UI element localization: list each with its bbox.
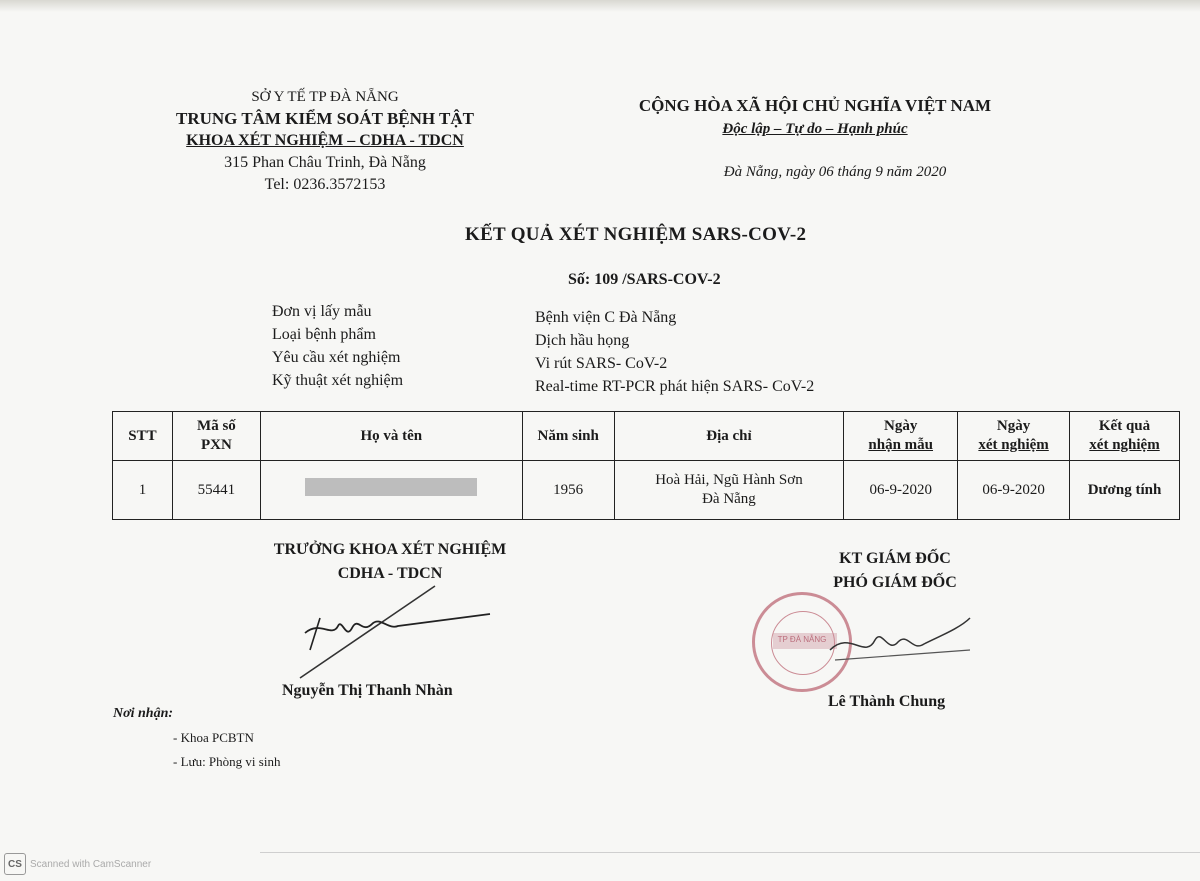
sig-left-name: Nguyễn Thị Thanh Nhàn xyxy=(282,682,453,699)
issuer-center: TRUNG TÂM KIỂM SOÁT BỆNH TẬT xyxy=(175,109,475,128)
header-result xyxy=(1070,412,1180,461)
sig-right-title2: PHÓ GIÁM ĐỐC xyxy=(833,574,957,591)
national-header xyxy=(600,94,1030,181)
header-lab-code-line1: Mã số xyxy=(197,418,236,434)
national-title: CỘNG HÒA XÃ HỘI CHỦ NGHĨA VIỆT NAM xyxy=(638,96,992,115)
info-label-technique: Kỹ thuật xét nghiệm xyxy=(272,372,404,389)
cell-receive-date: 06-9-2020 xyxy=(844,461,958,520)
cell-test-date: 06-9-2020 xyxy=(958,461,1070,520)
national-motto-text: Độc lập – Tự do – Hạnh phúc xyxy=(722,121,908,137)
cell-address xyxy=(614,461,844,520)
issuer-phone: Tel: 0236.3572153 xyxy=(264,176,386,193)
signature-block-right xyxy=(790,547,1000,595)
scanner-text: Scanned with CamScanner xyxy=(30,858,152,870)
header-test-date-line1: Ngày xyxy=(996,418,1031,434)
header-lab-code xyxy=(172,412,260,461)
cell-address-line2: Đà Nẵng xyxy=(702,491,756,507)
info-value-request: Vi rút SARS- CoV-2 xyxy=(535,355,668,372)
info-label-request: Yêu cầu xét nghiệm xyxy=(272,349,401,366)
header-stt: STT xyxy=(113,412,173,461)
header-lab-code-line2: PXN xyxy=(201,437,232,453)
cell-stt: 1 xyxy=(113,461,173,520)
info-label-unit: Đơn vị lấy mẫu xyxy=(272,303,372,320)
handwritten-signature-right xyxy=(820,610,980,680)
header-receive-date-line1: Ngày xyxy=(884,418,918,434)
camscanner-icon: CS xyxy=(4,853,26,875)
info-values xyxy=(535,306,814,398)
scan-edge-shadow xyxy=(0,0,1200,12)
issuer-address: 315 Phan Châu Trinh, Đà Nẵng xyxy=(224,154,426,171)
handwritten-signature-left xyxy=(280,578,520,688)
issuer-lab-text: KHOA XÉT NGHIỆM – CDHA - TDCN xyxy=(186,132,464,149)
cell-birth-year: 1956 xyxy=(522,461,614,520)
cell-result: Dương tính xyxy=(1070,461,1180,520)
issuer-lab xyxy=(150,130,500,152)
issuer-header xyxy=(150,86,500,196)
table-row xyxy=(113,461,1180,520)
recipient-item: - Lưu: Phòng vi sinh xyxy=(173,754,281,769)
recipients-heading: Nơi nhận: xyxy=(113,706,174,721)
recipients-list xyxy=(173,726,280,774)
info-value-specimen: Dịch hầu họng xyxy=(535,332,630,349)
national-motto xyxy=(600,118,1030,140)
header-result-line1: Kết quả xyxy=(1098,418,1151,434)
issuer-department: SỞ Y TẾ TP ĐÀ NẴNG xyxy=(251,89,399,105)
header-birth-year: Năm sinh xyxy=(522,412,614,461)
header-address: Địa chỉ xyxy=(614,412,844,461)
header-full-name: Họ và tên xyxy=(260,412,522,461)
recipient-item: - Khoa PCBTN xyxy=(173,730,254,745)
issue-date: Đà Nẵng, ngày 06 tháng 9 năm 2020 xyxy=(723,164,947,180)
header-receive-date-line2: nhận mẫu xyxy=(868,437,934,453)
cell-full-name-redacted xyxy=(260,461,522,520)
header-receive-date xyxy=(844,412,958,461)
redaction-bar xyxy=(305,478,477,496)
table-header-row xyxy=(113,412,1180,461)
scan-bottom-line xyxy=(260,852,1200,853)
header-test-date xyxy=(958,412,1070,461)
sig-right-title1: KT GIÁM ĐỐC xyxy=(839,550,951,567)
results-table xyxy=(112,411,1180,520)
info-value-technique: Real-time RT-PCR phát hiện SARS- CoV-2 xyxy=(535,378,815,395)
stamp-text: TP ĐÀ NẴNG xyxy=(777,635,827,644)
document-number: Số: 109 /SARS-COV-2 xyxy=(568,271,721,288)
info-labels xyxy=(272,300,403,392)
info-value-unit: Bệnh viện C Đà Nẵng xyxy=(535,309,677,326)
scanner-watermark xyxy=(4,853,151,875)
sig-left-title1: TRƯỞNG KHOA XÉT NGHIỆM xyxy=(273,541,507,558)
cell-address-line1: Hoà Hải, Ngũ Hành Sơn xyxy=(655,472,803,488)
cell-lab-code: 55441 xyxy=(172,461,260,520)
document-title: KẾT QUẢ XÉT NGHIỆM SARS-COV-2 xyxy=(465,224,807,245)
header-result-line2: xét nghiệm xyxy=(1089,437,1160,453)
header-test-date-line2: xét nghiệm xyxy=(978,437,1049,453)
sig-right-name: Lê Thành Chung xyxy=(828,693,946,710)
info-label-specimen: Loại bệnh phẩm xyxy=(272,326,376,343)
sig-left-title2: CDHA - TDCN xyxy=(337,565,443,582)
